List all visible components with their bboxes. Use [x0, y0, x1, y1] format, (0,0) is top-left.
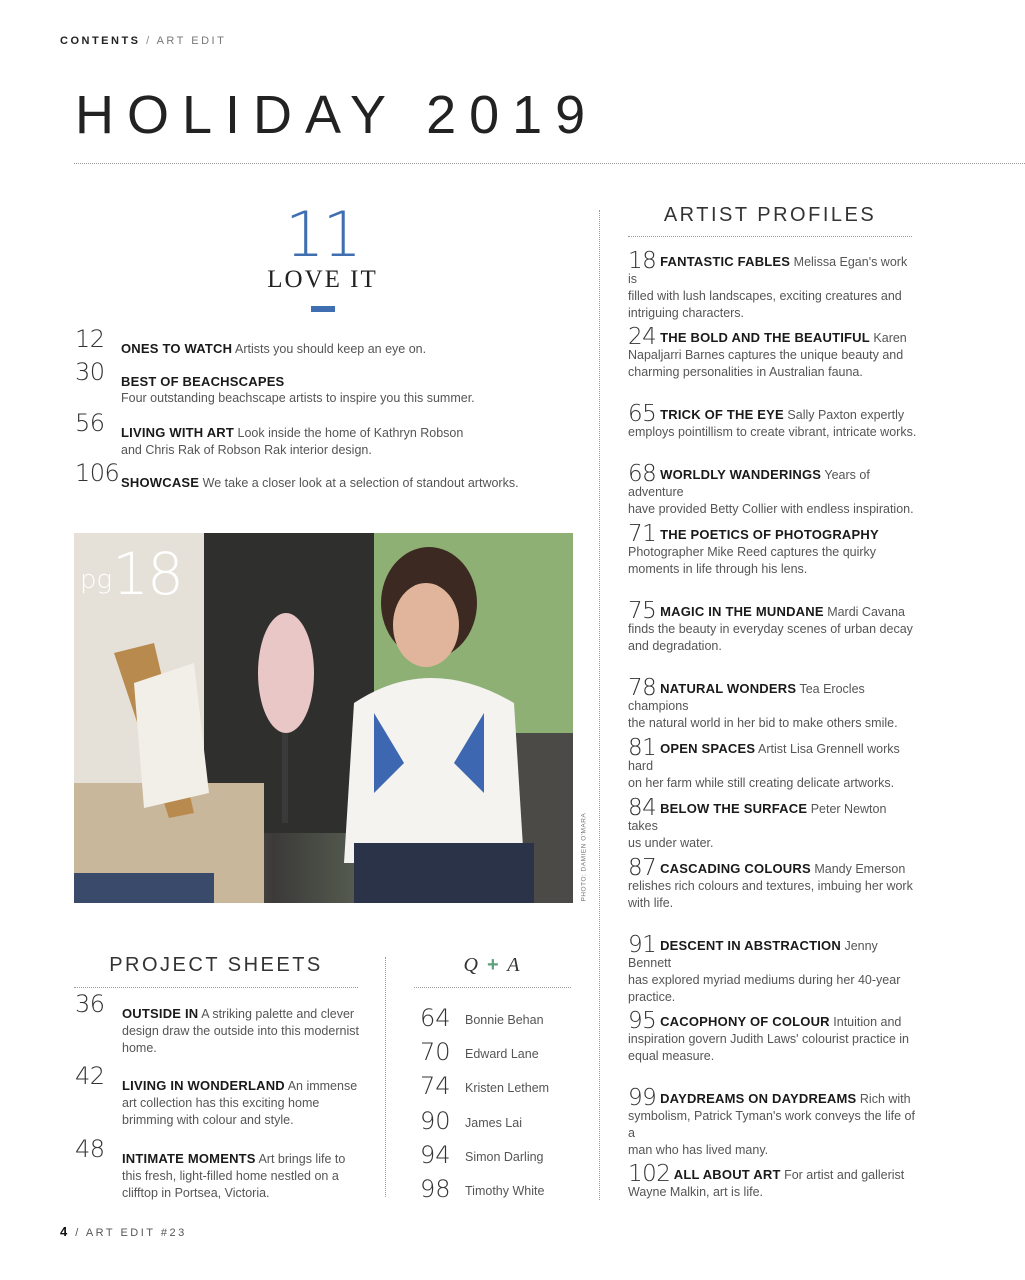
- artist-profile-entry[interactable]: [628, 675, 918, 732]
- qa-heading: [414, 954, 571, 977]
- entry-text: Mardi Cavana: [827, 605, 906, 619]
- entry-heading: CACOPHONY OF COLOUR: [660, 1014, 830, 1029]
- entry-text: Years of adventure: [628, 468, 870, 499]
- entry-page: 56: [75, 409, 105, 437]
- entry-heading: THE BOLD AND THE BEAUTIFUL: [660, 330, 870, 345]
- entry-text: Napaljarri Barnes captures the unique beauty and: [628, 348, 904, 362]
- entry-text: home.: [122, 1041, 157, 1055]
- section-divider: [628, 236, 912, 237]
- photo-credit-text: PHOTO: DAMIEN O'MARA: [580, 812, 588, 902]
- entry-text: brimming with colour and style.: [122, 1113, 294, 1127]
- artist-profile-entry[interactable]: [628, 855, 918, 912]
- entry-text: Sally Paxton expertly: [787, 408, 905, 422]
- entry-text: Wayne Malkin, art is life.: [628, 1185, 763, 1199]
- entry-text: have provided Betty Collier with endless inspiration.: [628, 502, 914, 516]
- feature-accent-bar: [311, 306, 335, 312]
- entry-page: 81: [628, 735, 657, 761]
- entry-heading: THE POETICS OF PHOTOGRAPHY: [660, 527, 879, 542]
- entry-text: Photographer Mike Reed captures the quirky: [628, 545, 877, 559]
- artist-profile-entry[interactable]: [628, 932, 918, 1006]
- entry-page: 99: [628, 1085, 657, 1111]
- qa-heading-q: Q: [463, 954, 480, 976]
- entry-text: Jenny Bennett: [628, 939, 878, 970]
- entry-heading: DESCENT IN ABSTRACTION: [660, 938, 841, 953]
- entry-text: art collection has this exciting home: [122, 1096, 320, 1110]
- entry-heading: TRICK OF THE EYE: [660, 407, 784, 422]
- entry-text: We take a closer look at a selection of standout artworks.: [202, 476, 519, 490]
- entry-text: inspiration govern Judith Laws' colourist practice in: [628, 1032, 909, 1046]
- entry-heading: FANTASTIC FABLES: [660, 254, 791, 269]
- entry-heading: SHOWCASE: [121, 475, 200, 490]
- entry-text: the natural world in her bid to make others smile.: [628, 716, 898, 730]
- entry-text: A striking palette and clever: [201, 1007, 355, 1021]
- artist-profile-entry[interactable]: [628, 598, 918, 655]
- entry-text: man who has lived many.: [628, 1143, 769, 1157]
- qa-name: Kristen Lethem: [465, 1081, 550, 1095]
- breadcrumb-separator: /: [146, 35, 152, 47]
- entry-heading: BELOW THE SURFACE: [660, 801, 808, 816]
- entry-text: has explored myriad mediums during her 40-year: [628, 973, 901, 987]
- entry-page: 106: [75, 459, 120, 487]
- entry-heading: OUTSIDE IN: [122, 1006, 199, 1021]
- entry-heading: ONES TO WATCH: [121, 341, 233, 356]
- entry-text: practice.: [628, 990, 676, 1004]
- entry-text: Tea Erocles champions: [628, 682, 865, 713]
- artist-profile-entry[interactable]: [628, 401, 918, 441]
- entry-heading: OPEN SPACES: [660, 741, 756, 756]
- artist-profile-entry[interactable]: [628, 521, 918, 578]
- section-divider: [74, 987, 358, 988]
- project-sheets-heading: PROJECT SHEETS: [109, 954, 323, 976]
- artist-profile-entry[interactable]: [628, 461, 918, 518]
- entry-page: 98: [420, 1175, 451, 1203]
- entry-page: 68: [628, 461, 657, 487]
- breadcrumb: [60, 35, 226, 47]
- photo-page-label[interactable]: [80, 540, 182, 608]
- entry-heading: BEST OF BEACHSCAPES: [121, 374, 285, 389]
- entry-text: Intuition and: [833, 1015, 902, 1029]
- entry-text: finds the beauty in everyday scenes of urban decay: [628, 622, 913, 636]
- feature-label: LOVE IT: [267, 266, 378, 293]
- entry-page: 90: [420, 1107, 451, 1135]
- artist-profile-entry[interactable]: [628, 324, 918, 381]
- breadcrumb-magazine[interactable]: ART EDIT: [156, 35, 227, 47]
- footer-issue: ART EDIT #23: [85, 1227, 187, 1239]
- entry-heading: MAGIC IN THE MUNDANE: [660, 604, 824, 619]
- qa-name: Bonnie Behan: [465, 1013, 544, 1027]
- entry-page: 78: [628, 675, 657, 701]
- artist-profile-entry[interactable]: [628, 795, 918, 852]
- entry-text: moments in life through his lens.: [628, 562, 808, 576]
- entry-text: Look inside the home of Kathryn Robson: [237, 426, 464, 440]
- entry-text: Melissa Egan's work is: [628, 255, 908, 286]
- entry-text: symbolism, Patrick Tyman's work conveys the life of a: [628, 1109, 915, 1140]
- entry-text: on her farm while still creating delicate artworks.: [628, 776, 895, 790]
- entry-text: charming personalities in Australian fauna.: [628, 365, 863, 379]
- entry-page: 70: [420, 1038, 451, 1066]
- entry-text: employs pointillism to create vibrant, intricate works.: [628, 425, 917, 439]
- qa-name: Simon Darling: [465, 1150, 544, 1164]
- qa-name: Edward Lane: [465, 1047, 539, 1061]
- page-title: HOLIDAY 2019: [75, 85, 599, 145]
- footer-page-number: 4: [60, 1224, 70, 1239]
- entry-heading: WORLDLY WANDERINGS: [660, 467, 822, 482]
- entry-text: Four outstanding beachscape artists to inspire you this summer.: [121, 391, 475, 405]
- entry-text: Artists you should keep an eye on.: [234, 342, 427, 356]
- entry-heading: LIVING IN WONDERLAND: [122, 1078, 285, 1093]
- entry-heading: NATURAL WONDERS: [660, 681, 797, 696]
- artist-profile-entry[interactable]: [628, 735, 918, 792]
- breadcrumb-section[interactable]: CONTENTS: [60, 35, 141, 47]
- entry-text: relishes rich colours and textures, imbuing her work: [628, 879, 913, 893]
- entry-text: with life.: [628, 896, 674, 910]
- entry-page: 75: [628, 598, 657, 624]
- entry-page: 84: [628, 795, 657, 821]
- artist-profiles-heading: ARTIST PROFILES: [663, 204, 877, 226]
- entry-page: 71: [628, 521, 657, 547]
- section-divider: [414, 987, 571, 988]
- entry-heading: INTIMATE MOMENTS: [122, 1151, 256, 1166]
- entry-text: clifftop in Portsea, Victoria.: [122, 1186, 270, 1200]
- column-divider: [385, 957, 386, 1197]
- qa-heading-a: A: [507, 954, 522, 976]
- entry-page: 91: [628, 932, 657, 958]
- entry-text: Karen: [873, 331, 907, 345]
- entry-text: and Chris Rak of Robson Rak interior design.: [121, 443, 372, 457]
- entry-page: 95: [628, 1008, 657, 1034]
- artist-profile-entry[interactable]: [628, 1008, 918, 1065]
- photo-pg-prefix: pg: [80, 565, 113, 595]
- entry-heading: LIVING WITH ART: [121, 425, 235, 440]
- entry-text: Artist Lisa Grennell works hard: [628, 742, 900, 773]
- entry-text: Rich with: [859, 1092, 911, 1106]
- entry-text: filled with lush landscapes, exciting creatures and: [628, 289, 902, 303]
- photo-page-number: 18: [112, 540, 182, 608]
- artist-profile-entry[interactable]: [628, 248, 918, 322]
- title-divider: [74, 163, 1025, 164]
- column-divider: [599, 210, 600, 1200]
- entry-text: and degradation.: [628, 639, 722, 653]
- entry-page: 36: [75, 990, 105, 1018]
- qa-name: Timothy White: [465, 1184, 545, 1198]
- entry-page: 102: [628, 1161, 671, 1187]
- entry-heading: CASCADING COLOURS: [660, 861, 811, 876]
- photo-credit: [574, 812, 588, 905]
- entry-page: 74: [420, 1072, 451, 1100]
- entry-heading: ALL ABOUT ART: [673, 1167, 781, 1182]
- entry-page: 24: [628, 324, 657, 350]
- artist-profile-entry[interactable]: [628, 1161, 918, 1201]
- entry-text: intriguing characters.: [628, 306, 745, 320]
- entry-page: 42: [75, 1062, 105, 1090]
- entry-page: 94: [420, 1141, 451, 1169]
- entry-page: 87: [628, 855, 657, 881]
- entry-page: 64: [420, 1004, 451, 1032]
- entry-page: 30: [75, 358, 105, 386]
- entry-text: this fresh, light-filled home nestled on a: [122, 1169, 339, 1183]
- entry-text: us under water.: [628, 836, 714, 850]
- entry-text: equal measure.: [628, 1049, 715, 1063]
- entry-text: An immense: [287, 1079, 358, 1093]
- artist-profile-entry[interactable]: [628, 1085, 918, 1159]
- entry-text: Mandy Emerson: [814, 862, 906, 876]
- entry-page: 65: [628, 401, 657, 427]
- entry-text: Art brings life to: [258, 1152, 346, 1166]
- entry-page: 18: [628, 248, 657, 274]
- entry-text: For artist and gallerist: [784, 1168, 905, 1182]
- entry-page: 48: [75, 1135, 105, 1163]
- entry-text: Peter Newton takes: [628, 802, 887, 833]
- entry-page: 12: [75, 325, 105, 353]
- entry-heading: DAYDREAMS ON DAYDREAMS: [660, 1091, 857, 1106]
- feature-page-number[interactable]: 11: [285, 198, 360, 271]
- page-footer: [60, 1224, 187, 1239]
- qa-name: James Lai: [465, 1116, 522, 1130]
- footer-separator: /: [75, 1227, 81, 1239]
- qa-plus-icon: +: [486, 954, 501, 976]
- entry-text: design draw the outside into this modernist: [122, 1024, 359, 1038]
